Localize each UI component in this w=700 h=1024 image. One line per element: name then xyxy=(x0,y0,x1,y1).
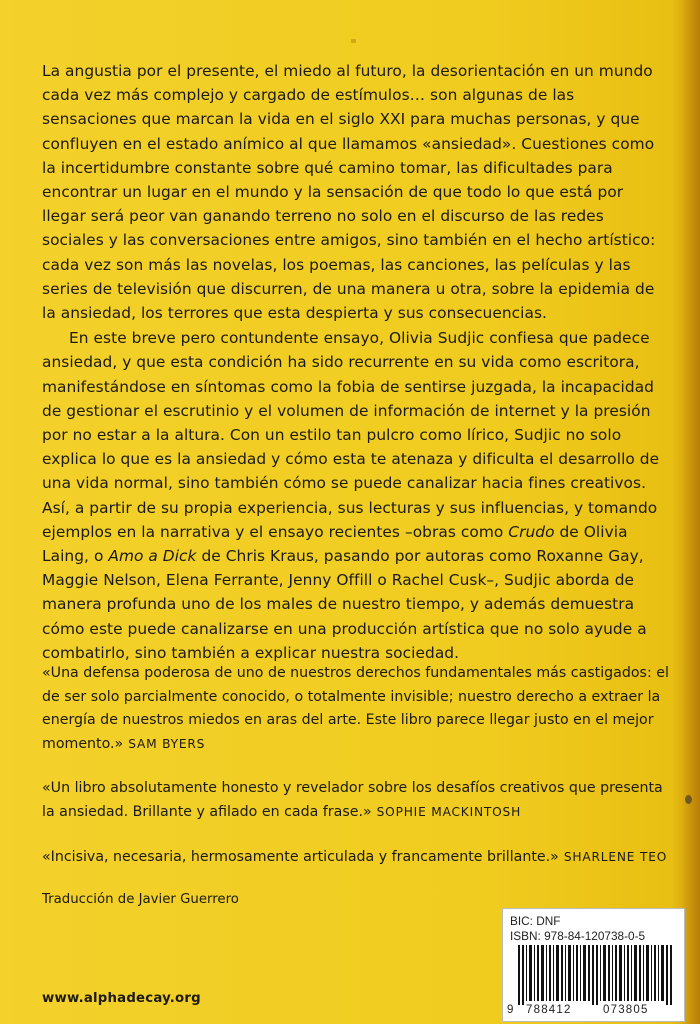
quote-author: SOPHIE MACKINTOSH xyxy=(376,804,522,819)
cover-edge-shadow xyxy=(682,0,700,1024)
review-quote-sophie-mackintosh xyxy=(42,777,672,824)
book-description xyxy=(42,59,668,665)
small-print-mark xyxy=(351,39,356,43)
description-paragraph-2-intro: En este breve pero contundente ensayo, Olivia Sudjic confiesa que padece ansiedad, y que esta condición ha sido recurrente en su vida como escritora, manifestándose en síntomas como la fobia de sentirse juzgada, la incapacidad de gestionar el escrutinio y el volumen de información de internet y la presión por no estar a la altura. Con un estilo tan pulcro como lírico, Sudjic no solo explica lo que es la ansiedad y cómo esta te atenaza y dificulta el desarrollo de una vida normal, sino también cómo se puede canalizar hacia fines creativos. Así, a partir de su propia experiencia, sus lecturas y sus influencias, y tomando ejemplos en la narrativa y el ensayo recientes –obras como xyxy=(42,329,660,541)
description-paragraph-2-middle: de Olivia Laing, o xyxy=(42,522,628,566)
book-title-amo-a-dick: Amo a Dick xyxy=(108,547,197,566)
review-quotes xyxy=(42,662,672,890)
publisher-website[interactable]: www.alphadecay.org xyxy=(42,991,201,1006)
quote-author: SAM BYERS xyxy=(128,736,206,751)
quote-author: SHARLENE TEO xyxy=(563,849,668,864)
book-title-crudo: Crudo xyxy=(508,522,555,541)
quote-text: «Una defensa poderosa de uno de nuestros derechos fundamentales más castigados: el de ser solo parcialmente conocido, o totalmente invisible; nuestro derecho a extraer la energía de nuestros miedos en aras del arte. Este libro parece llegar justo en el mejor momento.» xyxy=(42,665,669,752)
surface-speck xyxy=(685,795,692,804)
quote-text: «Incisiva, necesaria, hermosamente articulada y francamente brillante.» xyxy=(42,848,559,865)
description-paragraph-2 xyxy=(42,326,668,665)
description-paragraph-2-end: de Chris Kraus, pasando por autoras como Roxanne Gay, Maggie Nelson, Elena Ferrante, Jenny Offill o Rachel Cusk–, Sudjic aborda de manera profunda uno de los males de nuestro tiempo, y además demuestra cómo este puede canalizarse en una producción artística que no solo ayude a combatirlo, sino también a explicar nuestra sociedad. xyxy=(42,547,647,662)
isbn-barcode-box xyxy=(502,908,685,1022)
isbn-code: ISBN: 978-84-120738-0-5 xyxy=(510,929,646,943)
barcode-first-digit: 9 xyxy=(507,1004,515,1016)
translator-credit: Traducción de Javier Guerrero xyxy=(42,892,239,907)
barcode-middle-digits: 788412 xyxy=(526,1004,572,1016)
barcode-last-digits: 073805 xyxy=(603,1004,649,1016)
review-quote-sharlene-teo xyxy=(42,846,672,870)
bic-code: BIC: DNF xyxy=(510,914,561,928)
isbn-barcode-icon xyxy=(518,945,675,1005)
quote-text: «Un libro absolutamente honesto y revelador sobre los desafíos creativos que presenta la ansiedad. Brillante y afilado en cada frase.» xyxy=(42,780,663,820)
review-quote-sam-byers xyxy=(42,662,672,756)
description-paragraph-1: La angustia por el presente, el miedo al futuro, la desorientación en un mundo cada vez más complejo y cargado de estímulos… son algunas de las sensaciones que marcan la vida en el siglo XXI para muchas personas, y que confluyen en el estado anímico al que llamamos «ansiedad». Cuestiones como la incertidumbre constante sobre qué camino tomar, las dificultades para encontrar un lugar en el mundo y la sensación de que todo lo que está por llegar será peor van ganando terreno no solo en el discurso de las redes sociales y las conversaciones entre amigos, sino también en el hecho artístico: cada vez son más las novelas, los poemas, las canciones, las películas y las series de televisión que discurren, de una manera u otra, sobre la epidemia de la ansiedad, los terrores que esta despierta y sus consecuencias. xyxy=(42,62,656,323)
